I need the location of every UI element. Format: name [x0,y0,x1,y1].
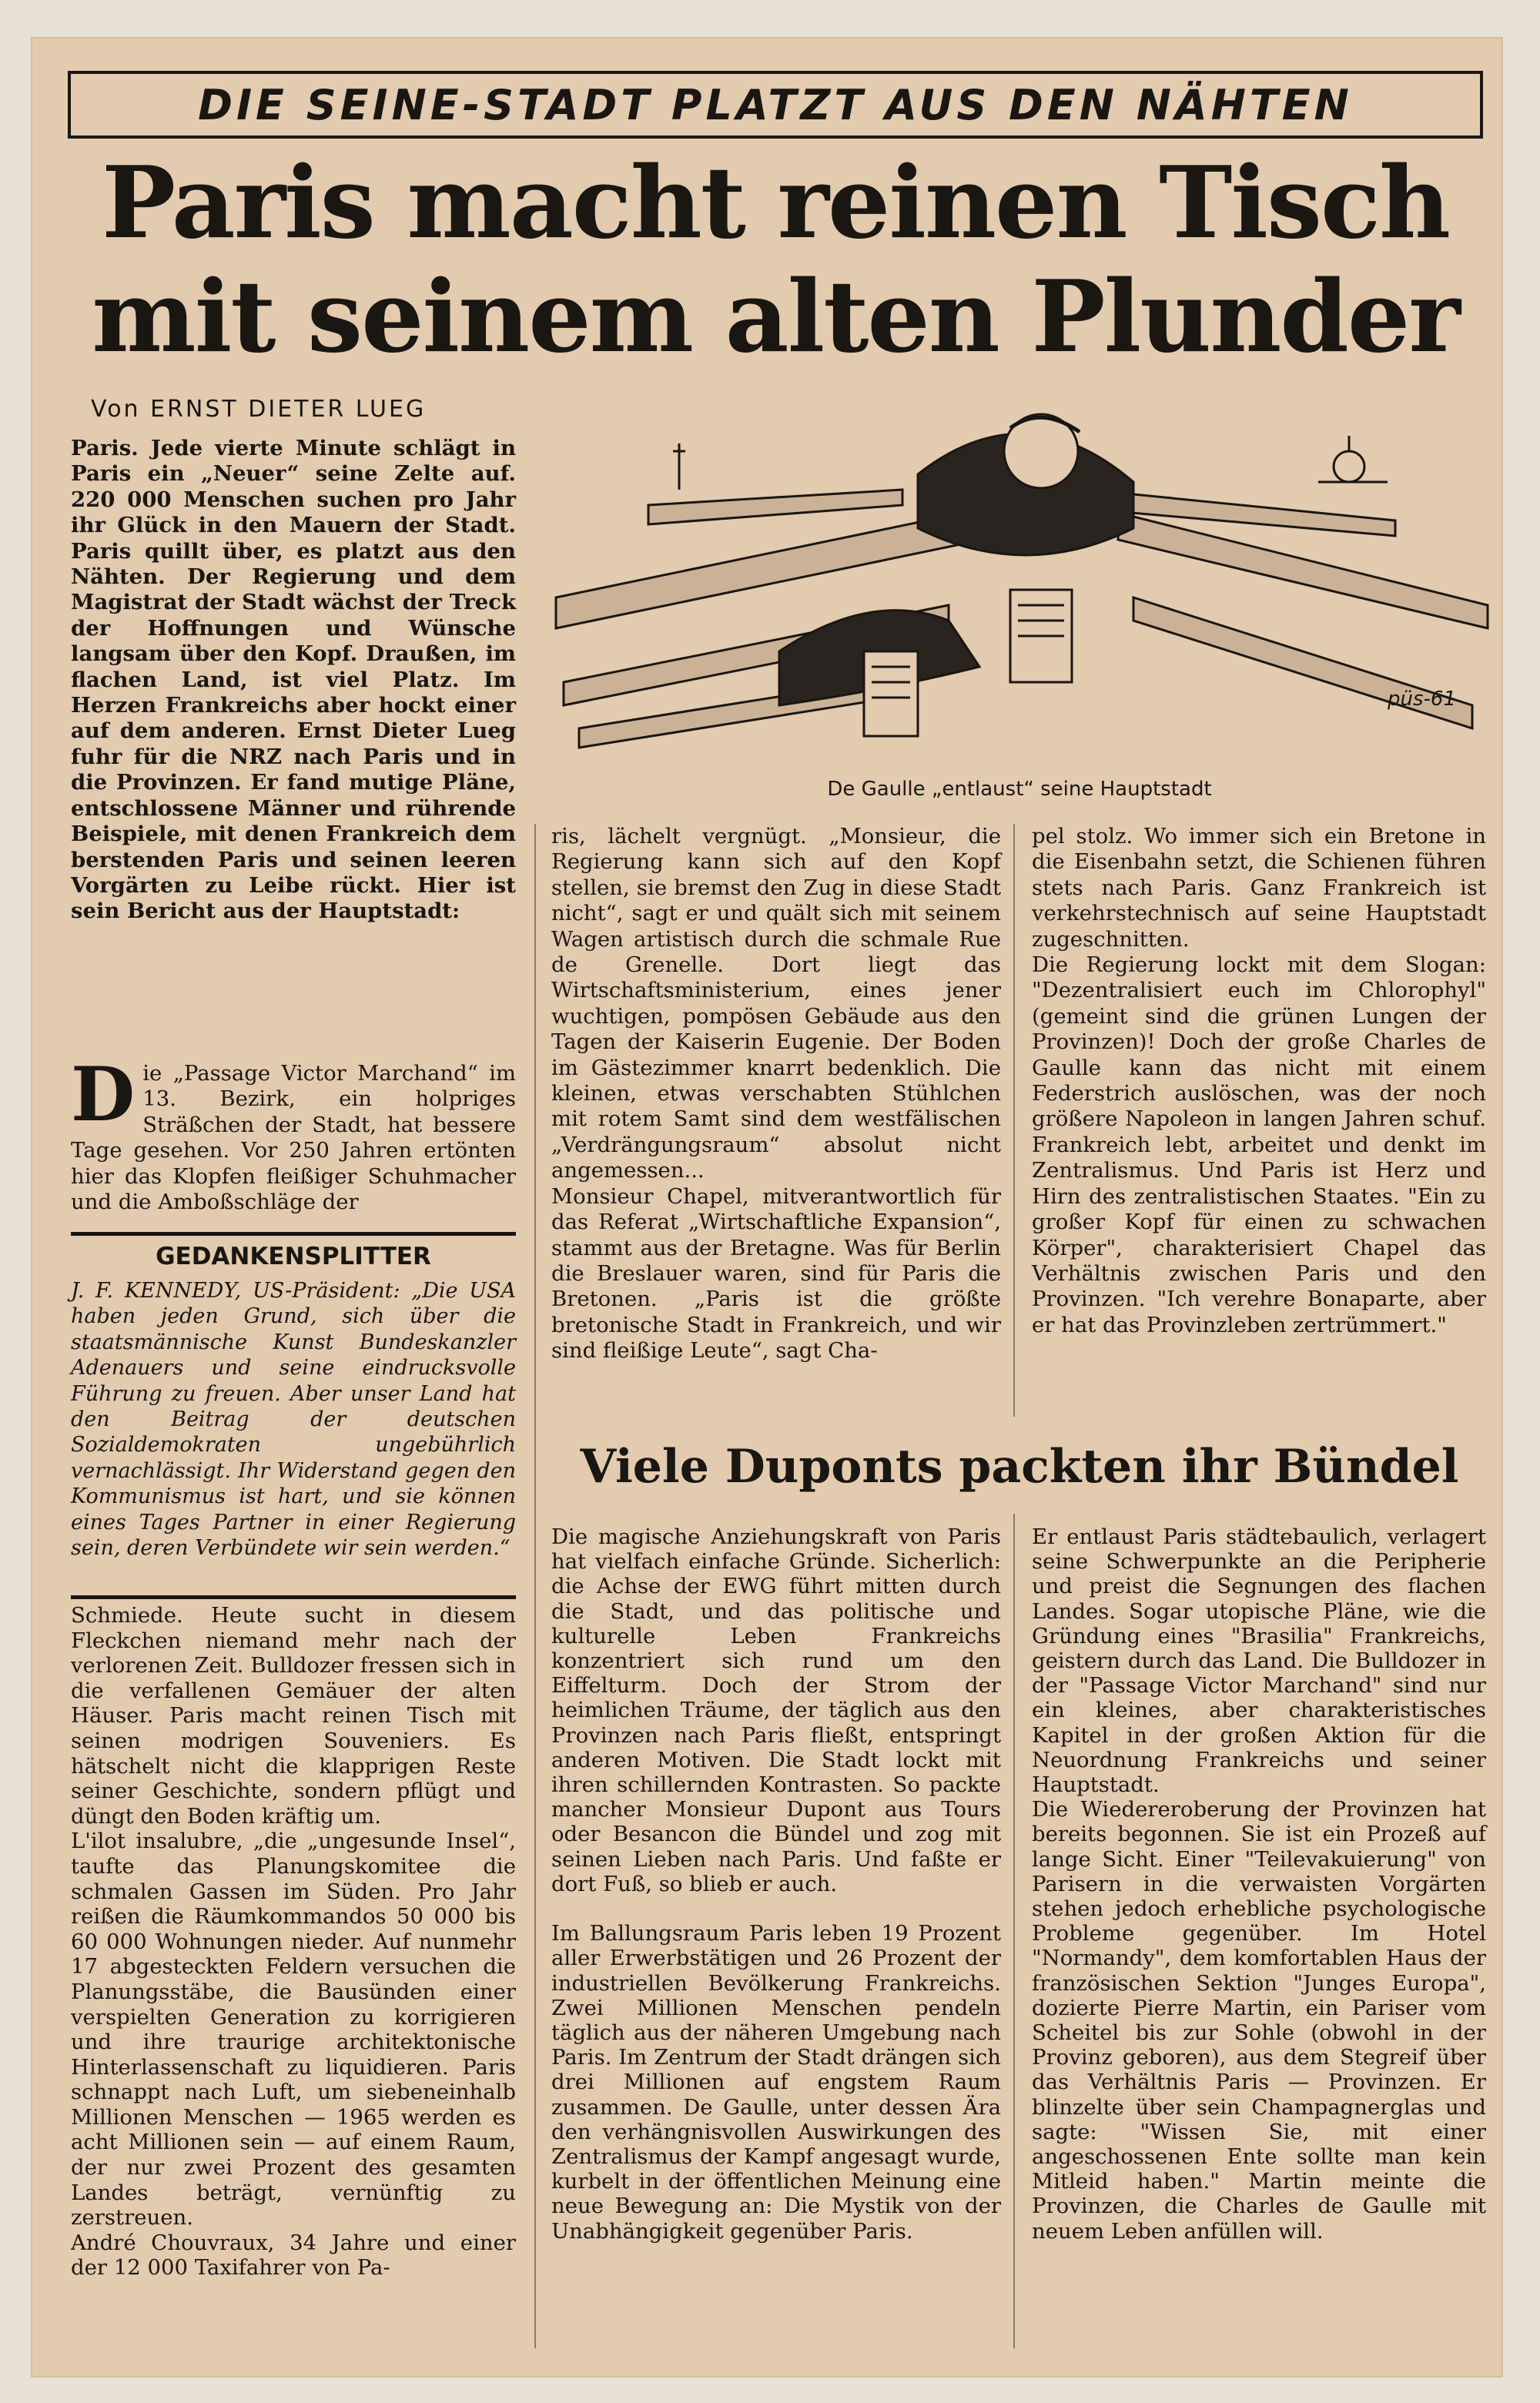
byline: Von ERNST DIETER LUEG [91,396,427,423]
cartoon-signature: püs-61 [1388,688,1456,711]
box-bottom-rule [71,1595,516,1599]
box-top-rule [71,1232,516,1236]
column-2-bottom: Die magische Anziehungskraft von Paris hat vielfach einfache Gründe. Sicherlich: die Achse der EWG führt mitten durch die Stadt, und das politische und kulturelle Leben Frankreichs konzentriert sich rund um den Eiffelturm. Doch der Strom der heimlichen Träume, der täglich aus den Provinzen nach Paris fließt, entspringt anderen Motiven. Die Stadt lockt mit ihren schillernden Kontrasten. So packte mancher Monsieur Dupont aus Tours oder Besancon die Bündel und zog mit seinen Lieben nach Paris. Und faßte er dort Fuß, so blieb er auch. Im Ballungsraum Paris leben 19 Prozent aller Erwerbstätigen und 26 Prozent der industriellen Bevölkerung Frankreichs. Zwei Millionen Menschen pendeln täglich aus der näheren Umgebung nach Paris. Im Zentrum der Stadt drängen sich drei Millionen auf engstem Raum zusammen. De Gaulle, unter dessen Ära den verhängnisvollen Auswirkungen des Zentralismus der Kampf angesagt wurde, kurbelt in der öffentlichen Meinung eine neue Bewegung an: Die Mystik von der Unabhängigkeit gegenüber Paris. [551,1524,1001,2244]
kicker-text: DIE SEINE-STADT PLATZT AUS DEN NÄHTEN [198,80,1353,129]
column-divider-3 [1013,1514,1015,2348]
illustration-caption: De Gaulle „entlaust“ seine Hauptstadt [827,778,1212,801]
headline-line-2: mit seinem alten Plunder [92,259,1459,375]
lead-paragraph: Paris. Jede vierte Minute schlägt in Paris ein „Neuer“ seine Zelte auf. 220 000 Menschen suchen pro Jahr ihr Glück in den Mauern der Stadt. Paris quillt über, es platzt aus den Nähten. Der Regierung und dem Magistrat der Stadt wächst der Treck der Hoffnungen und Wünsche langsam über den Kopf. Draußen, im flachen Land, ist viel Platz. Im Herzen Frankreichs aber hockt einer auf dem anderen. Ernst Dieter Lueg fuhr für die NRZ nach Paris und in die Provinzen. Er fand mutige Pläne, entschlossene Männer und rührende Beispiele, mit denen Frankreich dem berstenden Paris und seinen leeren Vorgärten zu Leibe rückt. Hier ist sein Bericht aus der Hauptstadt: [71,436,516,924]
headline [68,146,1483,374]
column-divider-1 [534,824,536,2348]
column-3-top: pel stolz. Wo immer sich ein Bretone in die Eisenbahn setzt, die Schienen führen stets nach Paris. Ganz Frankreich ist verkehrstechnisch auf seine Hauptstadt zugeschnitten. Die Regierung lockt mit dem Slogan: "Dezentralisiert euch im Chlorophyl" (gemeint sind die grünen Lungen der Provinzen)! Doch der große Charles de Gaulle kann das nicht mit einem Federstrich auslöschen, was der noch größere Napoleon in langen Jahren schuf. Frankreich lebt, arbeitet und denkt im Zentralismus. Und Paris ist Herz und Hirn des zentralistischen Staates. "Ein zu großer Kopf für einen zu schwachen Körper", charakterisiert Chapel das Verhältnis zwischen Paris und den Provinzen. "Ich verehre Bonaparte, aber er hat das Provinzleben zertrümmert." [1032,824,1486,1337]
subheadline: Viele Duponts packten ihr Bündel [580,1440,1459,1494]
column-2-top: ris, lächelt vergnügt. „Monsieur, die Regierung kann sich auf den Kopf stellen, sie bremst den Zug in diese Stadt nicht“, sagt er und quält sich mit seinem Wagen artistisch durch die schmale Rue de Grenelle. Dort liegt das Wirtschaftsministerium, eines jener wuchtigen, pompösen Gebäude aus den Tagen der Kaiserin Eugenie. Der Boden im Gästezimmer knarrt bedenklich. Die kleinen, etwas verschabten Stühlchen mit rotem Samt sind dem westfälischen „Verdrängungsraum“ absolut nicht angemessen... Monsieur Chapel, mitverantwortlich für das Referat „Wirtschaftliche Expansion“, stammt aus der Bretagne. Was für Berlin die Breslauer waren, sind für Paris die Bretonen. „Paris ist die größte bretonische Stadt in Frankreich, und wir sind fleißige Leute“, sagt Cha- [551,824,1001,1364]
box-quote: J. F. KENNEDY, US-Präsident: „Die USA haben jeden Grund, sich über die staatsmännische Kunst Bundeskanzler Adenauers und seine eindrucksvolle Führung zu freuen. Aber unser Land hat den Beitrag der deutschen Sozialdemokraten ungebührlich vernachlässigt. Ihr Widerstand gegen den Kommunismus ist hart, und sie können eines Tages Partner in einer Regierung sein, deren Verbündete wir sein werden.“ [71,1279,516,1561]
kicker-box [68,71,1483,139]
article-opening-text: ie „Passage Victor Marchand“ im 13. Bezirk, ein holpriges Sträßchen der Stadt, hat bessere Tage gesehen. Vor 250 Jahren ertönten hier das Klopfen fleißiger Schuhmacher und die Amboßschläge der [71,1061,516,1215]
column-1-continued: Schmiede. Heute sucht in diesem Fleckchen niemand mehr nach der verlorenen Zeit. Bulldozer fressen sich in die verfallenen Gemäuer der alten Häuser. Paris macht reinen Tisch mit seinen modrigen Souveniers. Es hätschelt nicht die klapprigen Reste seiner Geschichte, sondern pflügt und düngt den Boden kräftig um. L'ilot insalubre, „die „ungesunde Insel“, taufte das Planungskomitee die schmalen Gassen im Süden. Pro Jahr reißen die Räumkommandos 50 000 bis 60 000 Wohnungen nieder. Auf nunmehr 17 abgesteckten Feldern versuchen die Planungsstäbe, die Bausünden einer verspielten Generation zu korrigieren und ihre traurige architektonische Hinterlassenschaft zu liquidieren. Paris schnappt nach Luft, um siebeneinhalb Millionen Menschen — 1965 werden es acht Millionen sein — auf einem Raum, der nur zwei Prozent des gesamten Landes beträgt, vernünftig zu zerstreuen. André Chouvraux, 34 Jahre und einer der 12 000 Taxifahrer von Pa- [71,1603,516,2281]
article-opening [71,1051,516,1215]
column-3-bottom: Er entlaust Paris städtebaulich, verlagert seine Schwerpunkte an die Peripherie und preist die Segnungen des flachen Landes. Sogar utopische Pläne, wie die Gründung eines "Brasilia" Frankreichs, geistern durch das Land. Die Bulldozer in der "Passage Victor Marchand" sind nur ein kleines, aber charakteristisches Kapitel in der großen Aktion für die Neuordnung Frankreichs und seiner Hauptstadt. Die Wiedereroberung der Provinzen hat bereits begonnen. Sie ist ein Prozeß auf lange Sicht. Einer "Teilevakuierung" von Parisern in die verwaisten Vorgärten stehen jedoch erhebliche psychologische Probleme gegenüber. Im Hotel "Normandy", dem komfortablen Haus der französischen Sektion "Junges Europa", dozierte Pierre Martin, ein Pariser vom Scheitel bis zur Sohle (obwohl in der Provinz geboren), aus dem Stegreif über das Verhältnis Paris — Provinzen. Er blinzelte über sein Champagnerglas und sagte: "Wissen Sie, mit einer angeschossenen Ente sollte man kein Mitleid haben." Martin meinte die Provinzen, die Charles de Gaulle mit neuem Leben anfüllen will. [1032,1524,1486,2244]
headline-line-1: Paris macht reinen Tisch [101,146,1450,261]
drop-cap: D [71,1051,136,1138]
column-divider-2 [1013,824,1015,1417]
cartoon-illustration [548,397,1491,767]
box-title: GEDANKENSPLITTER [156,1243,431,1270]
